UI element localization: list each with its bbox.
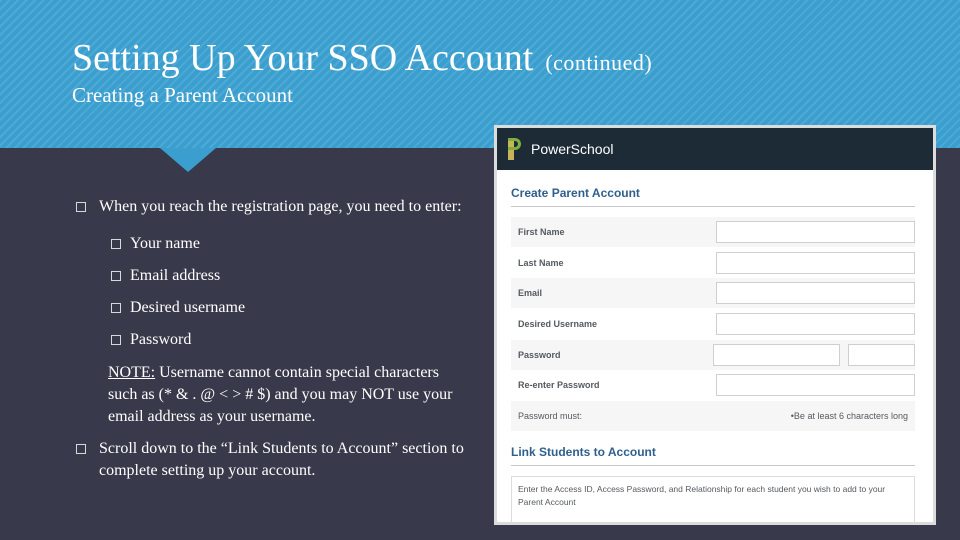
field-label: First Name bbox=[518, 227, 565, 237]
last-name-input[interactable] bbox=[716, 252, 916, 274]
form-row-password bbox=[511, 340, 915, 370]
bullet-box-icon bbox=[111, 335, 121, 345]
sub-bullet bbox=[72, 292, 472, 324]
sub-bullet bbox=[72, 260, 472, 292]
reenter-password-input[interactable] bbox=[716, 374, 916, 396]
brand-name: PowerSchool bbox=[531, 141, 614, 157]
field-label: Last Name bbox=[518, 257, 564, 268]
slide-title bbox=[72, 36, 652, 80]
bullet-intro bbox=[72, 196, 472, 218]
bullet-list bbox=[72, 196, 472, 482]
slide-subtitle: Creating a Parent Account bbox=[72, 83, 294, 107]
password-input[interactable] bbox=[713, 344, 839, 366]
link-students-heading: Link Students to Account bbox=[511, 445, 656, 460]
title-suffix: (continued) bbox=[545, 50, 653, 75]
create-account-heading: Create Parent Account bbox=[511, 186, 640, 200]
form-row-reenter-password bbox=[511, 370, 915, 400]
bullet-box-icon bbox=[76, 444, 86, 454]
form-row-first-name bbox=[511, 217, 915, 247]
sub-bullet bbox=[72, 324, 472, 356]
account-form bbox=[511, 217, 915, 431]
sub-bullet-text: Email address bbox=[130, 267, 221, 284]
bullet-box-icon bbox=[76, 202, 86, 212]
bullet-box-icon bbox=[111, 239, 121, 249]
powerschool-header bbox=[497, 128, 933, 170]
note-text: Username cannot contain special characters such as (* & . @ < > # $) and you may NOT use your email address as your username. bbox=[108, 364, 453, 425]
sub-bullet-text: Desired username bbox=[130, 299, 246, 316]
field-label: Re-enter Password bbox=[518, 380, 600, 391]
sub-bullet bbox=[72, 228, 472, 260]
username-note bbox=[72, 362, 472, 428]
field-label: Password bbox=[518, 349, 561, 360]
bullet-intro-text: When you reach the registration page, you need to enter: bbox=[99, 198, 462, 215]
form-row-email bbox=[511, 278, 915, 308]
link-instructions: Enter the Access ID, Access Password, and Relationship for each student you wish to add to your Parent Account bbox=[518, 484, 886, 508]
link-students-box bbox=[511, 476, 915, 525]
bullet-box-icon bbox=[111, 271, 121, 281]
field-label: Email bbox=[518, 288, 543, 299]
powerschool-logo-icon bbox=[508, 138, 522, 160]
password-rule: •Be at least 6 characters long bbox=[790, 411, 908, 422]
sub-bullet-text: Your name bbox=[130, 235, 200, 252]
header-notch bbox=[160, 148, 216, 172]
field-label: Desired Username bbox=[518, 319, 598, 330]
password-must-label: Password must: bbox=[518, 411, 583, 422]
email-input[interactable] bbox=[716, 282, 916, 304]
password-rules-row bbox=[511, 401, 915, 431]
username-input[interactable] bbox=[716, 313, 916, 335]
first-name-input[interactable] bbox=[716, 221, 916, 243]
powerschool-screenshot bbox=[494, 125, 936, 525]
bullet-box-icon bbox=[111, 303, 121, 313]
password-strength-box bbox=[848, 344, 915, 366]
bullet-scroll bbox=[72, 438, 472, 482]
note-label: NOTE: bbox=[108, 364, 156, 381]
divider bbox=[511, 465, 915, 466]
form-row-username bbox=[511, 309, 915, 339]
bullet-scroll-text: Scroll down to the “Link Students to Account” section to complete setting up your account. bbox=[99, 440, 464, 479]
title-main: Setting Up Your SSO Account bbox=[72, 37, 534, 79]
sub-bullet-text: Password bbox=[130, 331, 192, 348]
divider bbox=[511, 206, 915, 207]
form-row-last-name bbox=[511, 248, 915, 278]
